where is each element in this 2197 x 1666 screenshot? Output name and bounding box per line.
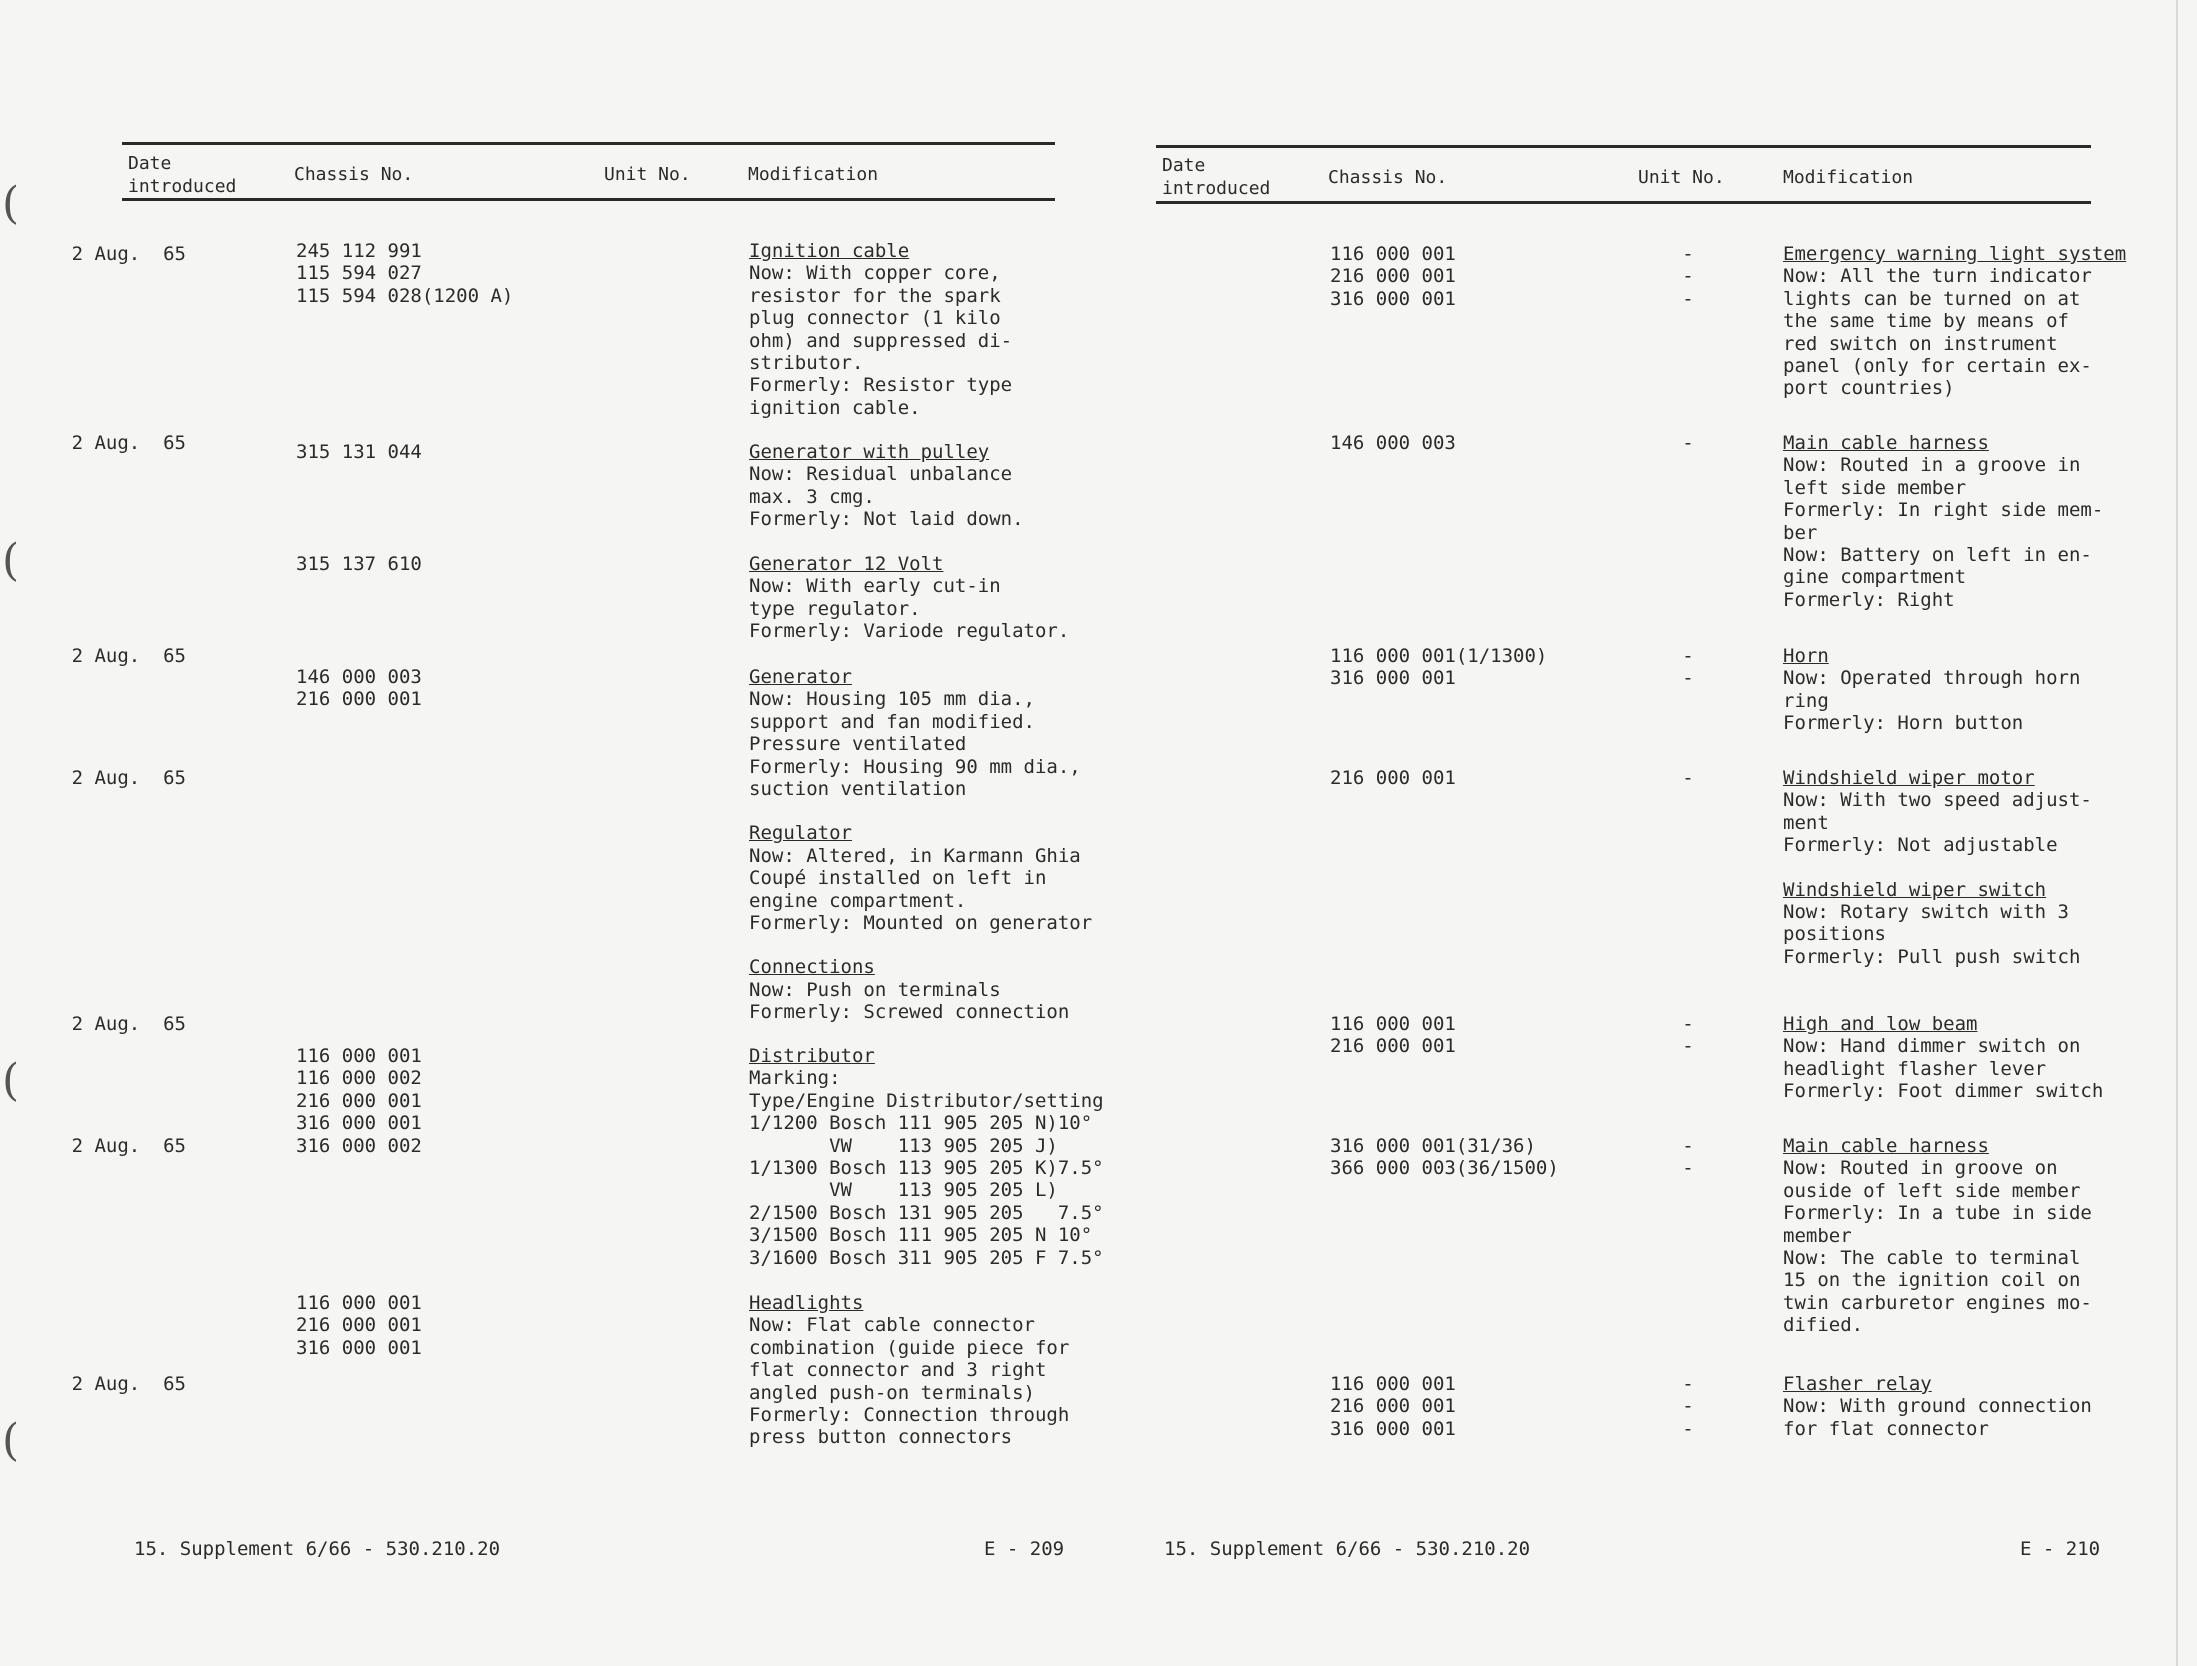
entry-modification xyxy=(1783,432,2113,633)
modification-title: Main cable harness xyxy=(1783,1135,1989,1157)
modification-line: twin carburetor engines mo- xyxy=(1783,1291,2092,1314)
entry-modification xyxy=(1783,1135,2113,1359)
modification-line: Marking: xyxy=(749,1067,841,1090)
modification-line: VW 113 905 205 L) xyxy=(749,1179,1058,1202)
date-line: 2 Aug. 65 xyxy=(71,432,186,454)
chassis-number: 316 000 001 xyxy=(1330,667,1456,690)
unit-number: - xyxy=(1682,1373,1694,1395)
entry-chassis xyxy=(1330,645,1547,690)
chassis-number: 116 000 001 xyxy=(296,1292,422,1314)
header-date: Date introduced xyxy=(128,153,237,197)
footer-supplement: 15. Supplement 6/66 - 530.210.20 xyxy=(134,1538,501,1560)
entry-chassis xyxy=(1330,1373,1456,1440)
unit-number: - xyxy=(1682,1013,1694,1035)
footer-supplement: 15. Supplement 6/66 - 530.210.20 xyxy=(1164,1538,1531,1560)
modification-line: Formerly: Connection through xyxy=(749,1404,1070,1427)
modification-line: Now: Residual unbalance xyxy=(749,463,1013,486)
entry-modification xyxy=(1783,243,2127,422)
modification-line: press button connectors xyxy=(749,1426,1013,1449)
entry-unit xyxy=(1668,243,1708,310)
modification-line: Now: Altered, in Karmann Ghia xyxy=(749,844,1081,867)
modification-line: Formerly: Right xyxy=(1783,588,1955,611)
chassis-number: 216 000 001 xyxy=(296,688,422,711)
modification-line: for flat connector xyxy=(1783,1417,1989,1440)
entry-modification xyxy=(749,441,1109,553)
modification-line: ment xyxy=(1783,811,1829,834)
modification-line: lights can be turned on at xyxy=(1783,287,2081,310)
entry-date xyxy=(72,432,186,454)
modification-line: stributor. xyxy=(749,352,864,375)
modification-line: Now: With copper core, xyxy=(749,262,1001,285)
modification-line: member xyxy=(1783,1224,1852,1247)
entry-chassis xyxy=(1330,243,1456,310)
entry-unit xyxy=(1668,767,1708,789)
modification-title: Regulator xyxy=(749,822,852,845)
chassis-number: 216 000 001 xyxy=(296,1314,422,1337)
header-bottom-rule xyxy=(1156,201,2091,204)
modification-section xyxy=(749,1045,1109,1269)
footer-page-number: E - 210 xyxy=(2020,1538,2101,1560)
header-chassis: Chassis No. xyxy=(294,164,414,185)
modification-section xyxy=(749,441,1109,531)
chassis-number: 115 594 028(1200 A) xyxy=(296,284,514,307)
modification-line: Pressure ventilated xyxy=(749,733,967,756)
chassis-number: 315 131 044 xyxy=(296,441,422,463)
modification-line: Type/Engine Distributor/setting xyxy=(749,1089,1104,1112)
modification-title: Connections xyxy=(749,956,875,979)
entry-date xyxy=(72,767,186,789)
modification-line: red switch on instrument xyxy=(1783,332,2058,355)
entry-date xyxy=(72,1135,186,1157)
date-line: 2 Aug. 65 xyxy=(71,243,186,265)
entry-chassis xyxy=(296,553,422,575)
modification-line: headlight flasher lever xyxy=(1783,1057,2047,1080)
binder-hole-mark: ( xyxy=(2,178,20,229)
modification-line: VW 113 905 205 J) xyxy=(749,1134,1058,1157)
modification-line: Formerly: Pull push switch xyxy=(1783,945,2081,968)
unit-number: - xyxy=(1682,645,1694,667)
chassis-number: 216 000 001 xyxy=(1330,767,1456,789)
header-chassis: Chassis No. xyxy=(1328,167,1448,188)
entry-modification xyxy=(1783,767,2113,990)
modification-section xyxy=(1783,645,2113,735)
chassis-number: 115 594 027 xyxy=(296,262,422,285)
unit-number: - xyxy=(1682,243,1694,265)
entry-unit xyxy=(1668,1013,1708,1058)
modification-line: Now: Operated through horn xyxy=(1783,667,2081,690)
entry-modification xyxy=(1783,1373,2113,1462)
modification-line: port countries) xyxy=(1783,377,1955,400)
entry-chassis xyxy=(1330,767,1456,789)
entry-date xyxy=(72,645,186,667)
modification-line: 3/1600 Bosch 311 905 205 F 7.5° xyxy=(749,1246,1104,1269)
modification-section xyxy=(749,1292,1109,1449)
modification-section xyxy=(1783,879,2113,969)
modification-line: Formerly: Screwed connection xyxy=(749,1001,1070,1024)
entry-modification xyxy=(1783,1013,2113,1125)
header-bottom-rule xyxy=(122,198,1055,201)
header-modification: Modification xyxy=(748,164,879,185)
unit-number: - xyxy=(1682,1157,1694,1180)
modification-section xyxy=(1783,1135,2113,1337)
header-unit: Unit No. xyxy=(1638,167,1725,188)
header-top-rule xyxy=(1156,145,2091,148)
chassis-number: 316 000 002 xyxy=(296,1134,422,1157)
modification-section xyxy=(1783,243,2127,400)
modification-line: Now: With ground connection xyxy=(1783,1395,2092,1418)
binder-hole-mark: ( xyxy=(2,1415,20,1466)
modification-line: plug connector (1 kilo xyxy=(749,307,1001,330)
chassis-number: 146 000 003 xyxy=(296,666,422,688)
chassis-number: 146 000 003 xyxy=(1330,432,1456,454)
modification-line: Formerly: Housing 90 mm dia., xyxy=(749,755,1081,778)
chassis-number: 116 000 002 xyxy=(296,1067,422,1090)
chassis-number: 316 000 001(31/36) xyxy=(1330,1135,1536,1157)
modification-line: ouside of left side member xyxy=(1783,1179,2081,1202)
chassis-number: 116 000 001 xyxy=(296,1045,422,1067)
modification-line: Now: Battery on left in en- xyxy=(1783,544,2092,567)
modification-line: max. 3 cmg. xyxy=(749,485,875,508)
header-unit: Unit No. xyxy=(604,164,691,185)
chassis-number: 245 112 991 xyxy=(296,240,422,262)
date-line: 2 Aug. 65 xyxy=(71,1013,186,1035)
chassis-number: 116 000 001 xyxy=(1330,243,1456,265)
chassis-number: 316 000 001 xyxy=(296,1336,422,1359)
page-edge xyxy=(2176,0,2178,1666)
chassis-number: 216 000 001 xyxy=(1330,1035,1456,1058)
entry-date xyxy=(72,1013,186,1035)
unit-number: - xyxy=(1682,767,1694,789)
entry-chassis xyxy=(1330,432,1456,454)
unit-number: - xyxy=(1682,1395,1694,1418)
modification-line: angled push-on terminals) xyxy=(749,1381,1035,1404)
modification-line: Now: Routed in groove on xyxy=(1783,1157,2058,1180)
modification-line: ohm) and suppressed di- xyxy=(749,329,1013,352)
modification-line: 1/1300 Bosch 113 905 205 K)7.5° xyxy=(749,1157,1104,1180)
modification-line: Formerly: Not adjustable xyxy=(1783,834,2058,857)
modification-line: engine compartment. xyxy=(749,889,967,912)
modification-section xyxy=(1783,1373,2113,1440)
modification-title: High and low beam xyxy=(1783,1013,1978,1035)
modification-line: Now: Hand dimmer switch on xyxy=(1783,1035,2081,1058)
modification-title: Windshield wiper motor xyxy=(1783,767,2035,789)
chassis-number: 366 000 003(36/1500) xyxy=(1330,1157,1559,1180)
chassis-number: 116 000 001(1/1300) xyxy=(1330,645,1548,667)
entry-date xyxy=(72,1373,186,1395)
entry-chassis xyxy=(296,1292,422,1359)
modification-line: Formerly: Not laid down. xyxy=(749,508,1024,531)
modification-title: Emergency warning light system xyxy=(1783,243,2127,265)
entry-chassis xyxy=(296,441,422,463)
entry-chassis xyxy=(1330,1013,1456,1058)
modification-line: Now: Push on terminals xyxy=(749,978,1001,1001)
modification-line: Now: Flat cable connector xyxy=(749,1314,1035,1337)
modification-line: 15 on the ignition coil on xyxy=(1783,1269,2081,1292)
entry-modification xyxy=(749,240,1109,441)
modification-line: Formerly: Horn button xyxy=(1783,712,2024,735)
modification-title: Generator xyxy=(749,666,852,688)
modification-line: Now: The cable to terminal xyxy=(1783,1247,2081,1270)
unit-number: - xyxy=(1682,1417,1694,1440)
modification-line: Coupé installed on left in xyxy=(749,867,1047,890)
modification-line: Now: Rotary switch with 3 xyxy=(1783,901,2069,924)
unit-number: - xyxy=(1682,1035,1694,1058)
entry-unit xyxy=(1668,432,1708,454)
date-line: 2 Aug. 65 xyxy=(71,1135,186,1157)
modification-line: ignition cable. xyxy=(749,396,921,419)
modification-line: dified. xyxy=(1783,1314,1864,1337)
modification-line: ring xyxy=(1783,689,1829,712)
modification-line: support and fan modified. xyxy=(749,710,1035,733)
modification-line: Now: With early cut-in xyxy=(749,575,1001,598)
entry-chassis xyxy=(296,1045,422,1157)
modification-section xyxy=(1783,1013,2113,1103)
chassis-number: 116 000 001 xyxy=(1330,1013,1456,1035)
modification-line: Formerly: In right side mem- xyxy=(1783,499,2104,522)
date-line: 2 Aug. 65 xyxy=(71,1373,186,1395)
modification-title: Distributor xyxy=(749,1045,875,1067)
unit-number: - xyxy=(1682,432,1694,454)
modification-line: Now: All the turn indicator xyxy=(1783,265,2092,288)
modification-line: Now: With two speed adjust- xyxy=(1783,789,2092,812)
chassis-number: 116 000 001 xyxy=(1330,1373,1456,1395)
header-top-rule xyxy=(122,142,1055,145)
chassis-number: 216 000 001 xyxy=(1330,265,1456,288)
unit-number: - xyxy=(1682,265,1694,288)
header-date: Date introduced xyxy=(1162,155,1271,199)
entry-modification xyxy=(749,553,1109,665)
modification-title: Ignition cable xyxy=(749,240,910,262)
modification-title: Headlights xyxy=(749,1292,864,1314)
entry-date xyxy=(72,243,186,265)
footer-page-number: E - 209 xyxy=(984,1538,1065,1560)
entry-modification xyxy=(1783,645,2113,757)
modification-section xyxy=(749,822,1109,934)
modification-title: Generator with pulley xyxy=(749,441,990,463)
modification-line: type regulator. xyxy=(749,597,921,620)
date-line: 2 Aug. 65 xyxy=(71,645,186,667)
modification-title: Horn xyxy=(1783,645,1829,667)
modification-section xyxy=(1783,767,2113,857)
modification-section xyxy=(749,240,1109,419)
modification-line: combination (guide piece for xyxy=(749,1336,1070,1359)
modification-title: Flasher relay xyxy=(1783,1373,1932,1395)
modification-title: Windshield wiper switch xyxy=(1783,878,2047,901)
modification-line: gine compartment xyxy=(1783,566,1967,589)
entry-unit xyxy=(1668,1135,1708,1180)
header-modification: Modification xyxy=(1783,167,1914,188)
entry-modification xyxy=(749,1292,1109,1471)
modification-section xyxy=(749,956,1109,1023)
modification-section xyxy=(1783,432,2113,611)
modification-section xyxy=(749,553,1109,643)
modification-line: the same time by means of xyxy=(1783,310,2069,333)
modification-line: Formerly: Mounted on generator xyxy=(749,912,1093,935)
unit-number: - xyxy=(1682,1135,1694,1157)
modification-line: suction ventilation xyxy=(749,778,967,801)
chassis-number: 216 000 001 xyxy=(296,1089,422,1112)
modification-line: 1/1200 Bosch 111 905 205 N)10° xyxy=(749,1112,1093,1135)
modification-line: flat connector and 3 right xyxy=(749,1359,1047,1382)
entry-chassis xyxy=(1330,1135,1559,1180)
entry-unit xyxy=(1668,1373,1708,1440)
modification-line: Now: Housing 105 mm dia., xyxy=(749,688,1035,711)
modification-title: Generator 12 Volt xyxy=(749,553,944,575)
modification-line: 2/1500 Bosch 131 905 205 7.5° xyxy=(749,1201,1104,1224)
modification-line: resistor for the spark xyxy=(749,284,1001,307)
modification-line: Formerly: Resistor type xyxy=(749,374,1013,397)
modification-line: ber xyxy=(1783,521,1818,544)
modification-title: Main cable harness xyxy=(1783,432,1989,454)
chassis-number: 316 000 001 xyxy=(1330,287,1456,310)
entry-modification xyxy=(749,666,1109,1046)
date-line: 2 Aug. 65 xyxy=(71,767,186,789)
entry-unit xyxy=(1668,645,1708,690)
binder-hole-mark: ( xyxy=(2,535,20,586)
modification-section xyxy=(749,666,1109,800)
modification-line: panel (only for certain ex- xyxy=(1783,355,2092,378)
entry-chassis xyxy=(296,666,422,711)
modification-line: left side member xyxy=(1783,476,1967,499)
modification-line: 3/1500 Bosch 111 905 205 N 10° xyxy=(749,1224,1093,1247)
chassis-number: 316 000 001 xyxy=(1330,1417,1456,1440)
binder-hole-mark: ( xyxy=(2,1055,20,1106)
entry-modification xyxy=(749,1045,1109,1291)
modification-line: Now: Routed in a groove in xyxy=(1783,454,2081,477)
modification-line: Formerly: Foot dimmer switch xyxy=(1783,1080,2104,1103)
chassis-number: 216 000 001 xyxy=(1330,1395,1456,1418)
chassis-number: 315 137 610 xyxy=(296,553,422,575)
modification-line: positions xyxy=(1783,923,1886,946)
entry-chassis xyxy=(296,240,513,307)
modification-line: Formerly: Variode regulator. xyxy=(749,620,1070,643)
unit-number: - xyxy=(1682,667,1694,690)
chassis-number: 316 000 001 xyxy=(296,1112,422,1135)
modification-line: Formerly: In a tube in side xyxy=(1783,1202,2092,1225)
unit-number: - xyxy=(1682,287,1694,310)
